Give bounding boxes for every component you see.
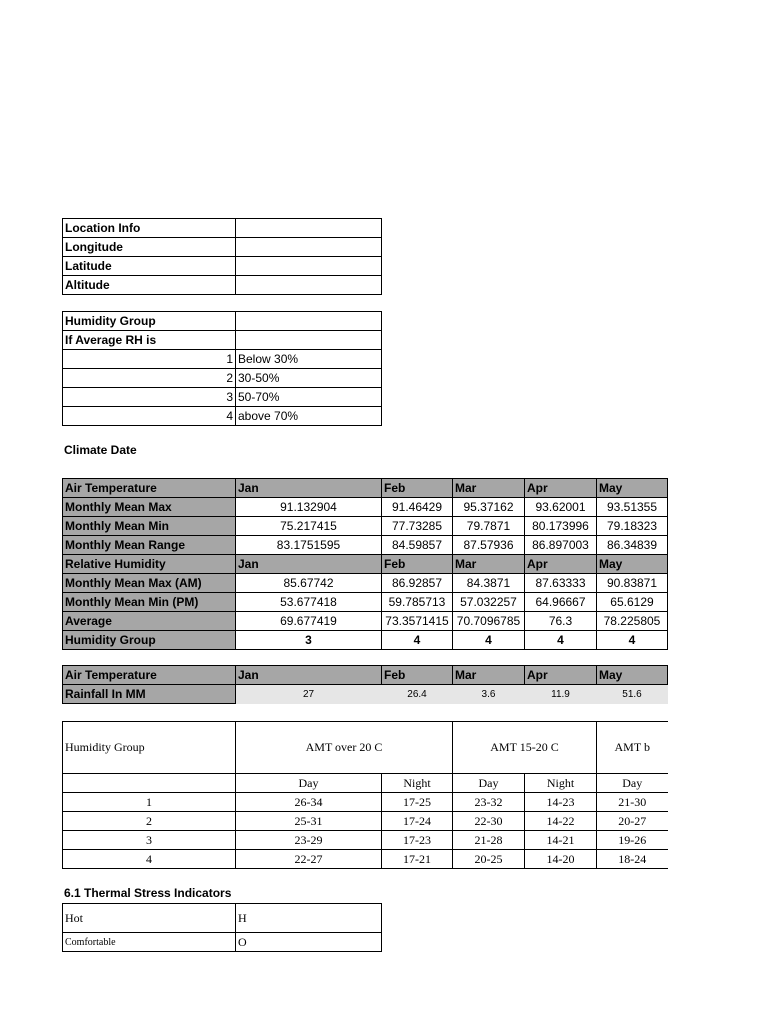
cell-value[interactable]: 95.37162 [453, 498, 525, 517]
cell-value[interactable]: 70.7096785 [453, 612, 525, 631]
table-row [63, 631, 668, 650]
cell-label[interactable]: Altitude [63, 276, 236, 295]
cell-value[interactable]: 64.96667 [525, 593, 597, 612]
row-label[interactable]: Monthly Mean Min [63, 517, 236, 536]
cell-value[interactable]: 90.83871 [597, 574, 668, 593]
cell-label[interactable]: Hot [63, 904, 236, 933]
cell-value[interactable]: 19-26 [597, 831, 668, 850]
cell-value[interactable]: 23-29 [236, 831, 382, 850]
table-row [63, 574, 668, 593]
cell-value[interactable]: 17-21 [382, 850, 453, 869]
cell-value[interactable]: 75.217415 [236, 517, 382, 536]
table-row [63, 407, 382, 426]
header-month[interactable]: Feb [382, 479, 453, 498]
row-label[interactable]: Monthly Mean Max [63, 498, 236, 517]
cell-value[interactable]: 18-24 [597, 850, 668, 869]
cell-value[interactable]: 20-27 [597, 812, 668, 831]
cell-value[interactable]: 69.677419 [236, 612, 382, 631]
cell-value[interactable]: 53.677418 [236, 593, 382, 612]
cell-group[interactable]: 1 [63, 350, 236, 369]
cell-range[interactable]: 50-70% [236, 388, 382, 407]
cell-value[interactable]: 86.92857 [382, 574, 453, 593]
cell-label[interactable]: Comfortable [63, 933, 236, 952]
cell-group[interactable]: 3 [63, 388, 236, 407]
table-row [63, 850, 668, 869]
cell-title[interactable]: Humidity Group [63, 312, 236, 331]
cell-value[interactable]: 80.173996 [525, 517, 597, 536]
subheader-day[interactable]: Day [236, 774, 382, 793]
cell-group[interactable]: 4 [63, 850, 236, 869]
cell-label[interactable]: Location Info [63, 219, 236, 238]
table-row [63, 276, 382, 295]
cell-value[interactable]: 86.34839 [597, 536, 668, 555]
cell-subtitle[interactable]: If Average RH is [63, 331, 236, 350]
table-row [63, 517, 668, 536]
subheader-night[interactable]: Night [382, 774, 453, 793]
cell-value[interactable]: 84.59857 [382, 536, 453, 555]
header-month[interactable]: Apr [525, 555, 597, 574]
cell-value[interactable]: 73.3571415 [382, 612, 453, 631]
table-row [63, 312, 382, 331]
header-air-temperature[interactable]: Air Temperature [63, 666, 236, 685]
table-row [63, 933, 382, 952]
cell-value[interactable]: 11.9 [525, 685, 597, 704]
cell-value[interactable]: 59.785713 [382, 593, 453, 612]
cell-value[interactable]: 22-27 [236, 850, 382, 869]
header-month[interactable]: Jan [236, 479, 382, 498]
cell-value[interactable]: 83.1751595 [236, 536, 382, 555]
cell-value[interactable]: 79.7871 [453, 517, 525, 536]
header-amt-group[interactable]: AMT 15-20 C [453, 722, 597, 774]
cell-empty[interactable] [236, 312, 382, 331]
cell-label[interactable]: Longitude [63, 238, 236, 257]
cell-value[interactable]: 17-24 [382, 812, 453, 831]
header-month[interactable]: Feb [382, 666, 453, 685]
header-month[interactable]: Mar [453, 479, 525, 498]
cell-value[interactable]: 3 [236, 631, 382, 650]
cell-value[interactable]: 4 [382, 631, 453, 650]
amt-table [62, 721, 668, 869]
location-table [62, 218, 382, 295]
header-air-temperature[interactable]: Air Temperature [63, 479, 236, 498]
cell-group[interactable]: 1 [63, 793, 236, 812]
cell-group[interactable]: 3 [63, 831, 236, 850]
cell-value[interactable]: 4 [453, 631, 525, 650]
cell-value[interactable]: 4 [525, 631, 597, 650]
header-month[interactable]: Jan [236, 666, 382, 685]
header-relative-humidity[interactable]: Relative Humidity [63, 555, 236, 574]
header-month[interactable]: Jan [236, 555, 382, 574]
cell-value[interactable]: 85.67742 [236, 574, 382, 593]
cell-value[interactable]: 17-25 [382, 793, 453, 812]
subheader-night[interactable]: Night [525, 774, 597, 793]
cell-group[interactable]: 4 [63, 407, 236, 426]
rainfall-table [62, 665, 668, 704]
cell-value[interactable]: 4 [597, 631, 668, 650]
cell-value[interactable]: 26-34 [236, 793, 382, 812]
table-row [63, 793, 668, 812]
cell-value[interactable]: 84.3871 [453, 574, 525, 593]
table-header-row [63, 479, 668, 498]
cell-value[interactable] [236, 257, 382, 276]
cell-value[interactable]: 17-23 [382, 831, 453, 850]
cell-value[interactable] [236, 276, 382, 295]
table-row [63, 350, 382, 369]
cell-value[interactable]: 51.6 [597, 685, 668, 704]
table-row [63, 831, 668, 850]
table-row [63, 331, 382, 350]
cell-value[interactable]: 27 [236, 685, 382, 704]
table-header-row [63, 722, 668, 774]
table-row [63, 388, 382, 407]
table-subheader-row [63, 774, 668, 793]
cell-empty[interactable] [236, 331, 382, 350]
cell-value[interactable]: 79.18323 [597, 517, 668, 536]
cell-value[interactable]: 14-22 [525, 812, 597, 831]
header-month[interactable]: Mar [453, 555, 525, 574]
header-month[interactable]: Feb [382, 555, 453, 574]
header-amt-group[interactable]: AMT over 20 C [236, 722, 453, 774]
header-humidity-group[interactable]: Humidity Group [63, 722, 236, 774]
cell-value[interactable]: 21-28 [453, 831, 525, 850]
table-row [63, 593, 668, 612]
subheader-day[interactable]: Day [597, 774, 668, 793]
subheader-day[interactable]: Day [453, 774, 525, 793]
header-month[interactable]: May [597, 666, 668, 685]
cell-value[interactable]: 86.897003 [525, 536, 597, 555]
row-label[interactable]: Monthly Mean Min (PM) [63, 593, 236, 612]
cell-value[interactable]: 87.63333 [525, 574, 597, 593]
row-label[interactable]: Humidity Group [63, 631, 236, 650]
cell-value[interactable]: H [236, 904, 382, 933]
cell-value[interactable]: 14-21 [525, 831, 597, 850]
table-header-row [63, 666, 668, 685]
cell-range[interactable]: Below 30% [236, 350, 382, 369]
table-row [63, 612, 668, 631]
cell-value[interactable]: 14-20 [525, 850, 597, 869]
header-amt-group[interactable]: AMT b [597, 722, 668, 774]
table-row [63, 536, 668, 555]
table-header-row [63, 555, 668, 574]
table-row [63, 219, 382, 238]
table-row [63, 498, 668, 517]
cell-value[interactable]: 23-32 [453, 793, 525, 812]
row-label[interactable]: Average [63, 612, 236, 631]
table-row [63, 812, 668, 831]
table-row [63, 238, 382, 257]
cell-value[interactable]: 77.73285 [382, 517, 453, 536]
climate-heading: Climate Date [64, 443, 137, 457]
cell-value[interactable]: O [236, 933, 382, 952]
cell-value[interactable]: 91.132904 [236, 498, 382, 517]
cell-value[interactable]: 25-31 [236, 812, 382, 831]
header-month[interactable]: Mar [453, 666, 525, 685]
cell-value[interactable] [236, 238, 382, 257]
cell-value[interactable]: 3.6 [453, 685, 525, 704]
thermal-stress-heading: 6.1 Thermal Stress Indicators [64, 886, 232, 900]
header-month[interactable]: Apr [525, 479, 597, 498]
cell-value[interactable]: 21-30 [597, 793, 668, 812]
cell-value[interactable]: 57.032257 [453, 593, 525, 612]
cell-value[interactable]: 14-23 [525, 793, 597, 812]
table-row [63, 685, 668, 704]
table-row [63, 257, 382, 276]
cell-value[interactable]: 87.57936 [453, 536, 525, 555]
cell-group[interactable]: 2 [63, 369, 236, 388]
row-label[interactable]: Monthly Mean Max (AM) [63, 574, 236, 593]
cell-group[interactable]: 2 [63, 812, 236, 831]
cell-value[interactable]: 26.4 [382, 685, 453, 704]
humidity-reference-table [62, 311, 382, 426]
cell-label[interactable]: Latitude [63, 257, 236, 276]
cell-range[interactable]: 30-50% [236, 369, 382, 388]
cell-value[interactable]: 20-25 [453, 850, 525, 869]
row-label[interactable]: Monthly Mean Range [63, 536, 236, 555]
header-month[interactable]: May [597, 555, 668, 574]
thermal-stress-table [62, 903, 382, 952]
header-month[interactable]: May [597, 479, 668, 498]
cell-value[interactable]: 76.3 [525, 612, 597, 631]
header-month[interactable]: Apr [525, 666, 597, 685]
cell-value[interactable]: 22-30 [453, 812, 525, 831]
table-row [63, 369, 382, 388]
cell-value[interactable]: 93.62001 [525, 498, 597, 517]
cell-value[interactable] [236, 219, 382, 238]
cell-value[interactable]: 91.46429 [382, 498, 453, 517]
table-row [63, 904, 382, 933]
cell-empty[interactable] [63, 774, 236, 793]
cell-range[interactable]: above 70% [236, 407, 382, 426]
cell-value[interactable]: 93.51355 [597, 498, 668, 517]
cell-value[interactable]: 78.225805 [597, 612, 668, 631]
climate-table [62, 478, 668, 650]
row-label[interactable]: Rainfall In MM [63, 685, 236, 704]
cell-value[interactable]: 65.6129 [597, 593, 668, 612]
